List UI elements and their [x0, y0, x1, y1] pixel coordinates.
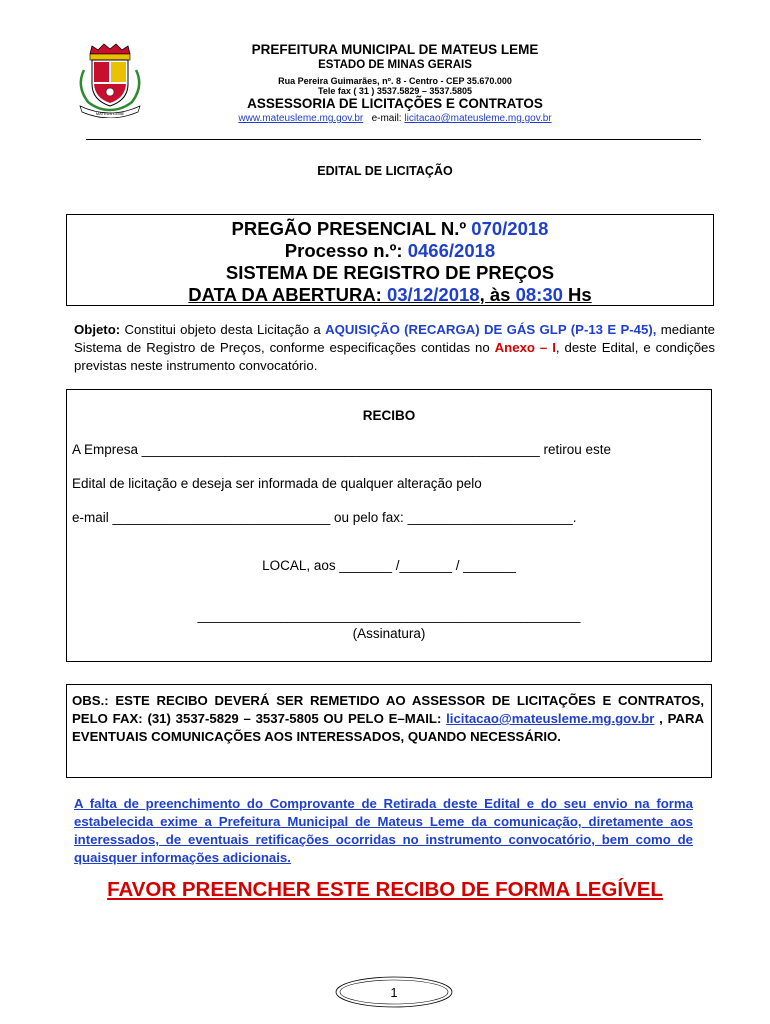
state-name: ESTADO DE MINAS GERAIS [318, 59, 472, 71]
objeto-anexo: Anexo – I [494, 340, 556, 355]
abertura-suffix: Hs [562, 284, 592, 305]
assessoria-title: ASSESSORIA DE LICITAÇÕES E CONTRATOS [247, 96, 543, 111]
obs-text-1: OBS.: ESTE RECIBO DEVERÁ SER REMETIDO AO ASSESSOR DE LICITAÇÕES E CONTRATOS, PELO FAX: (31) 3537-5829 – 3537-5805 OU PELO E–MAIL: [72, 693, 704, 726]
prefeitura-name: PREFEITURA MUNICIPAL DE MATEUS LEME [251, 42, 539, 57]
contact-line [72, 510, 577, 525]
obs-text [72, 692, 704, 746]
obs-email-link[interactable]: licitacao@mateusleme.mg.gov.br [446, 711, 655, 726]
sistema-line: SISTEMA DE REGISTRO DE PREÇOS [225, 262, 555, 283]
objeto-text-2: mediante Sistema de Registro de Preços, conforme especificações contidas no [74, 322, 715, 355]
favor-heading: FAVOR PREENCHER ESTE RECIBO DE FORMA LEGÍVEL [107, 878, 663, 901]
empresa-label: A Empresa [72, 442, 142, 457]
abertura-separator: , às [479, 284, 516, 305]
recibo-title: RECIBO [362, 408, 416, 423]
processo-label: Processo n.º: [284, 240, 408, 261]
obs-text-2: , PARA EVENTUAIS COMUNICAÇÕES AOS INTERESSADOS, QUANDO NECESSÁRIO. [72, 711, 704, 744]
address-line [150, 76, 640, 96]
edital-title: EDITAL DE LICITAÇÃO [317, 164, 453, 178]
email-form-label: e-mail [72, 510, 113, 525]
abertura-date: 03/12/2018 [386, 284, 480, 305]
fax-form-label: ou pelo fax: [330, 510, 408, 525]
processo-number: 0466/2018 [407, 240, 496, 261]
email-form-field[interactable]: _____________________________ [112, 510, 331, 525]
empresa-line [72, 442, 611, 457]
address: Rua Pereira Guimarães, nº. 8 - Centro - CEP 35.670.000 [278, 76, 512, 86]
abertura-time: 08:30 [515, 284, 563, 305]
page-number: 1 [390, 985, 398, 1000]
pregao-line [67, 218, 713, 240]
local-date-field[interactable]: LOCAL, aos _______ /_______ / _______ [262, 558, 516, 573]
abertura-label: DATA DA ABERTURA: [188, 284, 387, 305]
aviso-paragraph: A falta de preenchimento do Comprovante de Retirada deste Edital e do seu envio na forma estabelecida exime a Prefeitura Municipal de Mateus Leme da comunicação, diretamente aos interessados, de eventuais retificações ocorridas no instrumento convocatório, bem como de quaisquer informações adicionais. [74, 796, 693, 865]
edital-line: Edital de licitação e deseja ser informada de qualquer alteração pelo [72, 476, 482, 491]
fax-form-field[interactable]: ______________________. [407, 510, 577, 525]
objeto-text-3: , deste Edital, e condições previstas neste instrumento convocatório. [74, 340, 715, 373]
processo-line [67, 240, 713, 262]
pregao-box [66, 214, 714, 306]
obs-box [66, 684, 712, 778]
objeto-item: AQUISIÇÃO (RECARGA) DE GÁS GLP (P-13 E P-45), [325, 322, 657, 337]
header-divider [86, 139, 701, 140]
empresa-field[interactable]: _____________________________________________________ [141, 442, 540, 457]
pregao-label: PREGÃO PRESENCIAL N.º [231, 218, 472, 239]
email-link[interactable]: licitacao@mateusleme.mg.gov.br [404, 113, 552, 124]
pregao-number: 070/2018 [471, 218, 549, 239]
signature-label: (Assinatura) [352, 626, 426, 641]
email-label: e-mail: [371, 113, 402, 124]
contact-links [150, 113, 640, 124]
telefax: Tele fax ( 31 ) 3537.5829 – 3537.5805 [318, 86, 472, 96]
abertura-line [67, 284, 713, 306]
objeto-text-1: Constitui objeto desta Licitação a [120, 322, 326, 337]
page-number-badge [334, 975, 454, 1009]
objeto-paragraph [74, 321, 715, 375]
municipal-coat-of-arms-icon [70, 40, 150, 118]
svg-text:MATEUS LEME: MATEUS LEME [95, 111, 125, 116]
objeto-label: Objeto: [74, 322, 121, 337]
recibo-form [66, 389, 712, 662]
empresa-suffix: retirou este [539, 442, 612, 457]
signature-field[interactable]: ___________________________________________________ [197, 608, 581, 623]
website-link[interactable]: www.mateusleme.mg.gov.br [238, 113, 364, 124]
